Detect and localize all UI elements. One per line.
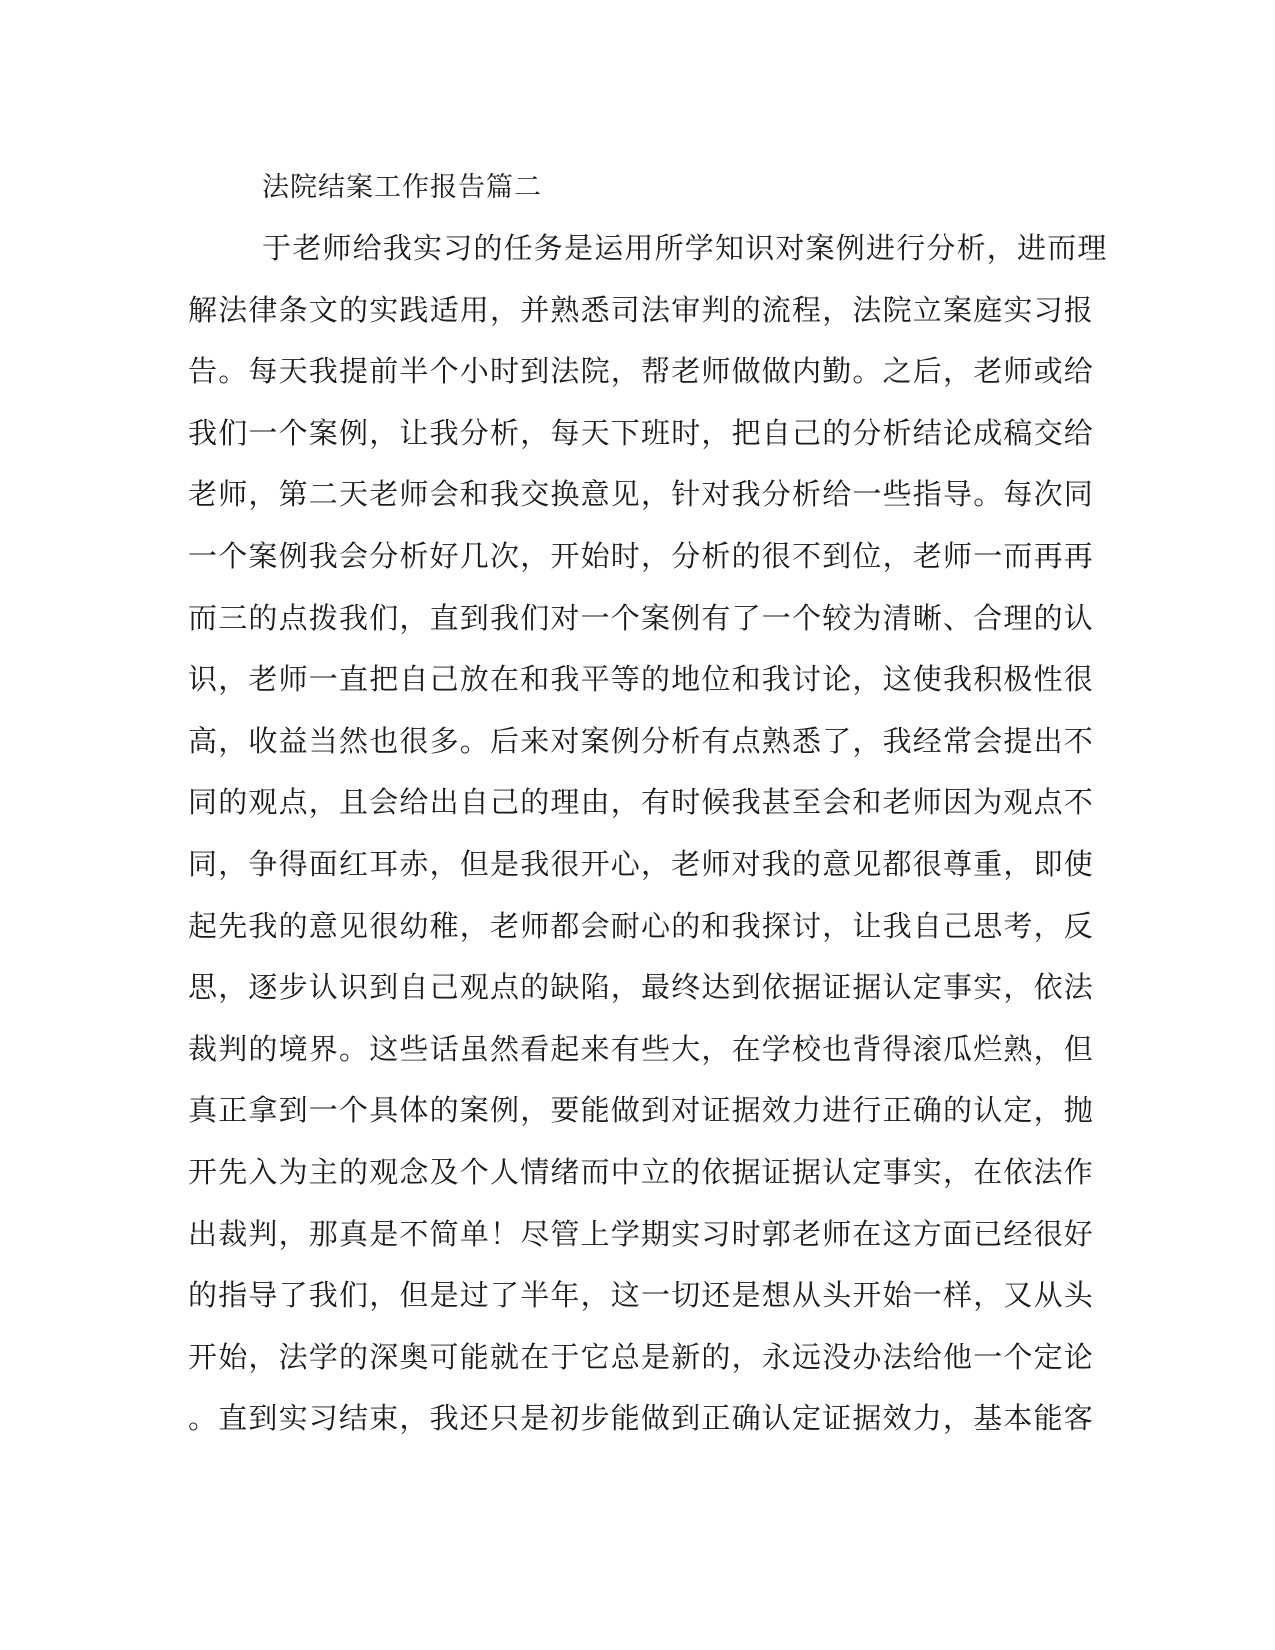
body-line: 的指导了我们，但是过了半年，这一切还是想从头开始一样，又从头 [188, 1278, 1095, 1313]
body-line: 老师，第二天老师会和我交换意见，针对我分析给一些指导。每次同 [188, 477, 1095, 512]
body-line: 而三的点拨我们，直到我们对一个案例有了一个较为清晰、合理的认 [188, 600, 1095, 635]
body-line: 解法律条文的实践适用，并熟悉司法审判的流程，法院立案庭实习报 [188, 292, 1095, 327]
body-line: 思，逐步认识到自己观点的缺陷，最终达到依据证据认定事实，依法 [188, 970, 1095, 1005]
body-line: 出裁判，那真是不简单！尽管上学期实习时郭老师在这方面已经很好 [188, 1216, 1095, 1251]
body-line: 同的观点，且会给出自己的理由，有时候我甚至会和老师因为观点不 [188, 785, 1095, 820]
body-line: 开始，法学的深奥可能就在于它总是新的，永远没办法给他一个定论 [188, 1339, 1095, 1374]
body-line: 真正拿到一个具体的案例，要能做到对证据效力进行正确的认定，抛 [188, 1093, 1095, 1128]
body-line: 告。每天我提前半个小时到法院，帮老师做做内勤。之后，老师或给 [188, 354, 1095, 389]
document-title: 法院结案工作报告篇二 [262, 172, 542, 203]
body-line: 开先入为主的观念及个人情绪而中立的依据证据认定事实，在依法作 [188, 1154, 1095, 1189]
body-line: 起先我的意见很幼稚，老师都会耐心的和我探讨，让我自己思考，反 [188, 908, 1095, 943]
body-line: 我们一个案例，让我分析，每天下班时，把自己的分析结论成稿交给 [188, 415, 1095, 450]
body-line: 一个案例我会分析好几次，开始时，分析的很不到位，老师一而再再 [188, 538, 1095, 573]
body-line: 裁判的境界。这些话虽然看起来有些大，在学校也背得滚瓜烂熟，但 [188, 1031, 1095, 1066]
body-line: 识，老师一直把自己放在和我平等的地位和我讨论，这使我积极性很 [188, 662, 1095, 697]
body-line: 。直到实习结束，我还只是初步能做到正确认定证据效力，基本能客 [188, 1401, 1095, 1436]
body-line: 同，争得面红耳赤，但是我很开心，老师对我的意见都很尊重，即使 [188, 846, 1095, 881]
document-body [188, 230, 1108, 1462]
body-line: 于老师给我实习的任务是运用所学知识对案例进行分析，进而理 [262, 231, 1108, 265]
body-line: 高，收益当然也很多。后来对案例分析有点熟悉了，我经常会提出不 [188, 723, 1095, 758]
